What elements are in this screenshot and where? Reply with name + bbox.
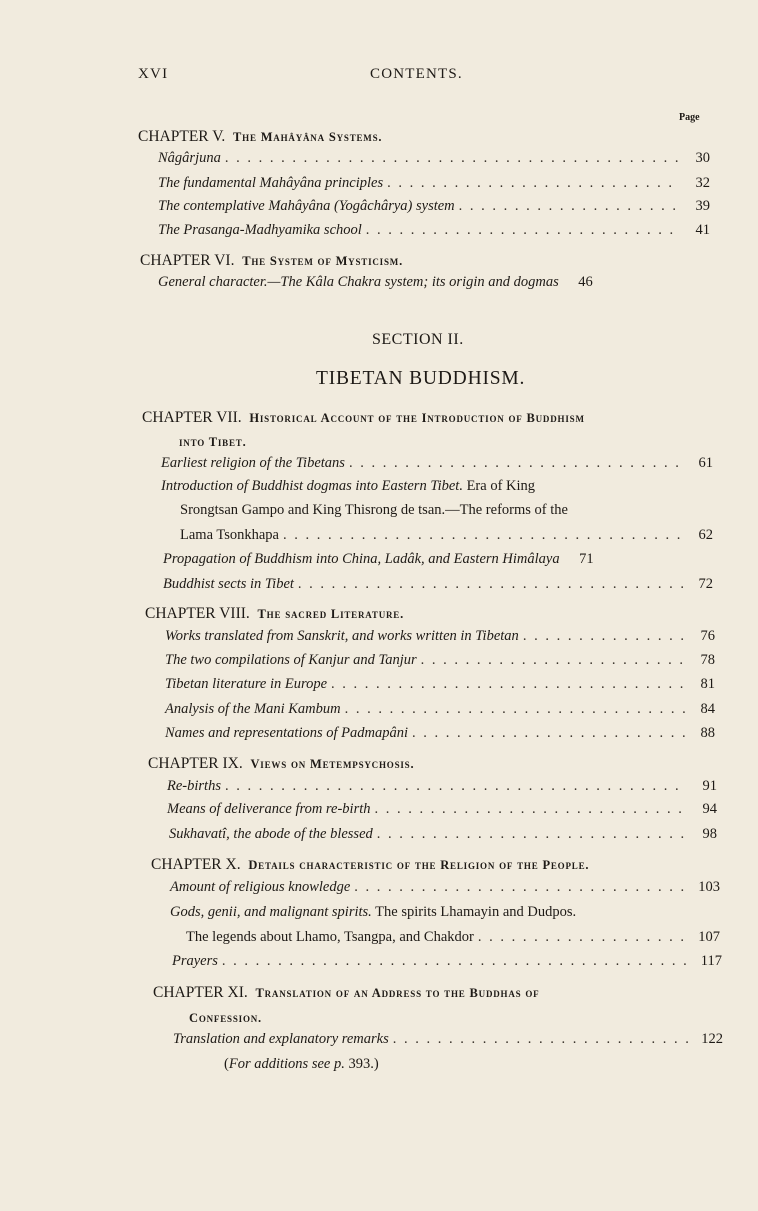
toc-entry[interactable]: The fundamental Mahâyâna principles . . . 32 — [158, 175, 710, 192]
toc-entry[interactable]: Propagation of Buddhism into China, Ladâk, and Eastern Himâlaya 71 — [163, 551, 594, 567]
toc-entry[interactable]: Earliest religion of the Tibetans . . . 61 — [161, 455, 713, 472]
chapter-title: The sacred Literature. — [257, 607, 405, 621]
chapter-title: The Mahâyâna Systems. — [233, 130, 383, 144]
additions-note: (For additions see p. 393.) — [224, 1056, 379, 1072]
chapter-6-heading — [140, 252, 403, 270]
toc-entry[interactable]: The Prasanga-Madhyamika school . . . 41 — [158, 222, 710, 239]
toc-entry[interactable]: Prayers . . . 117 — [172, 953, 722, 970]
toc-entry[interactable]: Translation and explanatory remarks . . . 122 — [173, 1031, 723, 1048]
chapter-title: Views on Metempsychosis. — [250, 757, 415, 771]
toc-entry-line[interactable]: Gods, genii, and malignant spirits. The spirits Lhamayin and Dudpos. — [170, 904, 577, 920]
chapter-11-heading — [153, 984, 539, 1002]
chapter-5-heading — [138, 128, 382, 146]
chapter-title: Historical Account of the Introduction of Buddhism — [249, 411, 585, 425]
chapter-label: CHAPTER VIII. — [145, 605, 250, 622]
chapter-label: CHAPTER XI. — [153, 984, 248, 1001]
toc-entry[interactable]: Means of deliverance from re-birth . . . 94 — [167, 801, 717, 818]
chapter-label: CHAPTER IX. — [148, 755, 243, 772]
toc-entry[interactable]: Sukhavatî, the abode of the blessed . . . 98 — [169, 826, 717, 843]
chapter-11-heading-cont: Confession. — [189, 1011, 262, 1025]
page-folio: XVI — [138, 66, 169, 82]
toc-entry[interactable]: The contemplative Mahâyâna (Yogâchârya) system . . . 39 — [158, 198, 710, 215]
chapter-title: Details characteristic of the Religion of the People. — [248, 858, 590, 872]
chapter-title: The System of Mysticism. — [242, 254, 404, 268]
chapter-7-heading-cont: into Tibet. — [179, 435, 247, 449]
toc-entry[interactable]: Lama Tsonkhapa . . . 62 — [180, 527, 713, 544]
toc-entry[interactable]: Tibetan literature in Europe . . . 81 — [165, 676, 715, 693]
toc-entry[interactable]: Analysis of the Mani Kambum . . . 84 — [165, 701, 715, 718]
chapter-label: CHAPTER VI. — [140, 252, 235, 269]
toc-entry[interactable]: The legends about Lhamo, Tsangpa, and Chakdor . . . 107 — [186, 929, 720, 946]
toc-entry[interactable]: General character.—The Kâla Chakra system; its origin and dogmas 46 — [158, 274, 593, 290]
chapter-title: Translation of an Address to the Buddhas of — [255, 986, 540, 1000]
chapter-10-heading — [151, 856, 589, 874]
toc-entry-line: Srongtsan Gampo and King Thisrong de tsan.—The reforms of the — [180, 502, 568, 518]
chapter-label: CHAPTER VII. — [142, 409, 242, 426]
page-column-label: Page — [679, 112, 700, 123]
toc-entry[interactable]: Works translated from Sanskrit, and works written in Tibetan . . . 76 — [165, 628, 715, 645]
chapter-7-heading — [142, 409, 585, 427]
section-label: SECTION II. — [372, 331, 464, 348]
running-title: CONTENTS. — [370, 66, 463, 82]
chapter-9-heading — [148, 755, 414, 773]
toc-entry[interactable]: Buddhist sects in Tibet . . . 72 — [163, 576, 713, 593]
section-title: TIBETAN BUDDHISM. — [316, 368, 526, 389]
chapter-label: CHAPTER V. — [138, 128, 226, 145]
toc-entry[interactable]: The two compilations of Kanjur and Tanjur . . . 78 — [165, 652, 715, 669]
chapter-8-heading — [145, 605, 404, 623]
toc-entry[interactable]: Nâgârjuna . . . 30 — [158, 150, 710, 167]
toc-entry[interactable]: Re-births . . . 91 — [167, 778, 717, 795]
chapter-label: CHAPTER X. — [151, 856, 241, 873]
toc-entry[interactable]: Names and representations of Padmapâni . . . 88 — [165, 725, 715, 742]
toc-entry[interactable]: Amount of religious knowledge . . . 103 — [170, 879, 720, 896]
toc-entry-line[interactable]: Introduction of Buddhist dogmas into Eastern Tibet. Era of King — [161, 478, 536, 494]
